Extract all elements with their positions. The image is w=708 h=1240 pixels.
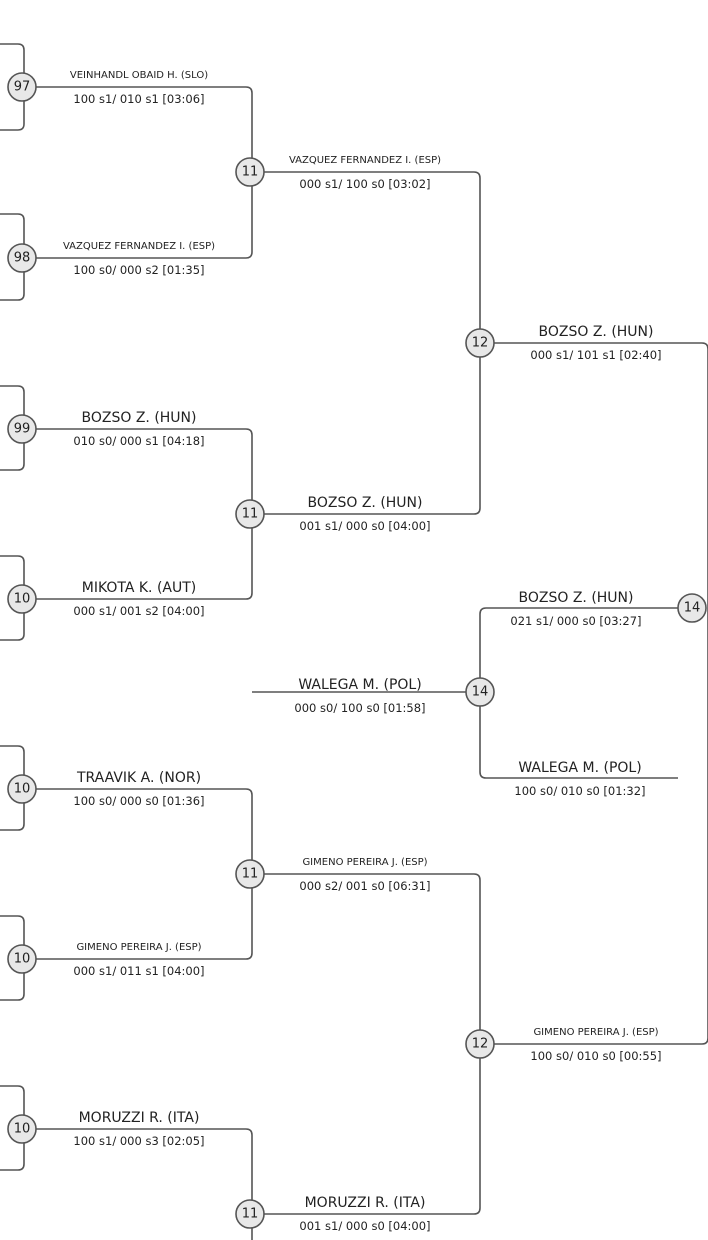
node-14b [678, 594, 706, 622]
match-winner: TRAAVIK A. (NOR) [76, 770, 202, 786]
node-10b [8, 775, 36, 803]
node-11a [236, 158, 264, 186]
match-winner: MORUZZI R. (ITA) [304, 1195, 426, 1211]
svg-text:10: 10 [13, 591, 31, 607]
node-14a [466, 678, 494, 706]
node-10a [8, 585, 36, 613]
svg-text:11: 11 [241, 506, 259, 522]
match-score: 100 s0/ 000 s2 [01:35] [73, 263, 205, 277]
match-winner: MORUZZI R. (ITA) [78, 1110, 200, 1126]
match-score: 100 s0/ 000 s0 [01:36] [73, 794, 205, 808]
match-score: 010 s0/ 000 s1 [04:18] [73, 434, 205, 448]
match-winner: BOZSO Z. (HUN) [81, 410, 197, 426]
node-12b [466, 1030, 494, 1058]
connector-r2-group1 [264, 172, 480, 514]
connector-r1-group2 [36, 429, 252, 599]
svg-text:97: 97 [13, 79, 31, 95]
node-99 [8, 415, 36, 443]
connector-r1-group3 [36, 789, 252, 959]
svg-text:10: 10 [13, 951, 31, 967]
match-score: 100 s1/ 000 s3 [02:05] [73, 1134, 205, 1148]
match-score: 100 s0/ 010 s0 [00:55] [530, 1049, 662, 1063]
svg-text:11: 11 [241, 866, 259, 882]
match-winner: WALEGA M. (POL) [298, 677, 422, 693]
svg-text:12: 12 [471, 1036, 489, 1052]
match-winner: VEINHANDL OBAID H. (SLO) [69, 70, 209, 81]
match-score: 100 s0/ 010 s0 [01:32] [514, 784, 646, 798]
connector-r2-group2 [264, 874, 480, 1214]
svg-text:14: 14 [683, 600, 701, 616]
node-12a [466, 329, 494, 357]
match-score: 000 s2/ 001 s0 [06:31] [299, 879, 431, 893]
match-winner: VAZQUEZ FERNANDEZ I. (ESP) [288, 155, 442, 166]
match-winner: GIMENO PEREIRA J. (ESP) [302, 857, 428, 868]
svg-text:14: 14 [471, 684, 489, 700]
match-score: 000 s1/ 011 s1 [04:00] [73, 964, 205, 978]
svg-text:10: 10 [13, 781, 31, 797]
svg-text:11: 11 [241, 164, 259, 180]
node-11b [236, 500, 264, 528]
node-11d [236, 1200, 264, 1228]
match-winner: MIKOTA K. (AUT) [81, 580, 197, 596]
match-score: 000 s1/ 001 s2 [04:00] [73, 604, 205, 618]
connector-r1-group1 [36, 87, 252, 258]
svg-text:98: 98 [13, 250, 31, 266]
match-winner: BOZSO Z. (HUN) [538, 324, 654, 340]
match-winner: VAZQUEZ FERNANDEZ I. (ESP) [62, 241, 216, 252]
svg-text:12: 12 [471, 335, 489, 351]
svg-text:11: 11 [241, 1206, 259, 1222]
bracket-labels [63, 70, 662, 1233]
match-winner: WALEGA M. (POL) [518, 760, 642, 776]
svg-text:99: 99 [13, 421, 31, 437]
node-10c [8, 945, 36, 973]
match-winner: BOZSO Z. (HUN) [518, 590, 634, 606]
svg-text:10: 10 [13, 1121, 31, 1137]
match-score: 001 s1/ 000 s0 [04:00] [299, 1219, 431, 1233]
match-score: 001 s1/ 000 s0 [04:00] [299, 519, 431, 533]
node-10d [8, 1115, 36, 1143]
node-97 [8, 73, 36, 101]
match-winner: GIMENO PEREIRA J. (ESP) [76, 942, 202, 953]
match-score: 000 s1/ 100 s0 [03:02] [299, 177, 431, 191]
match-winner: GIMENO PEREIRA J. (ESP) [533, 1027, 659, 1038]
node-11c [236, 860, 264, 888]
match-score: 100 s1/ 010 s1 [03:06] [73, 92, 205, 106]
node-98 [8, 244, 36, 272]
match-score: 000 s0/ 100 s0 [01:58] [294, 701, 426, 715]
match-score: 000 s1/ 101 s1 [02:40] [530, 348, 662, 362]
match-score: 021 s1/ 000 s0 [03:27] [510, 614, 642, 628]
connector-r3-final [492, 343, 708, 1044]
match-winner: BOZSO Z. (HUN) [307, 495, 423, 511]
